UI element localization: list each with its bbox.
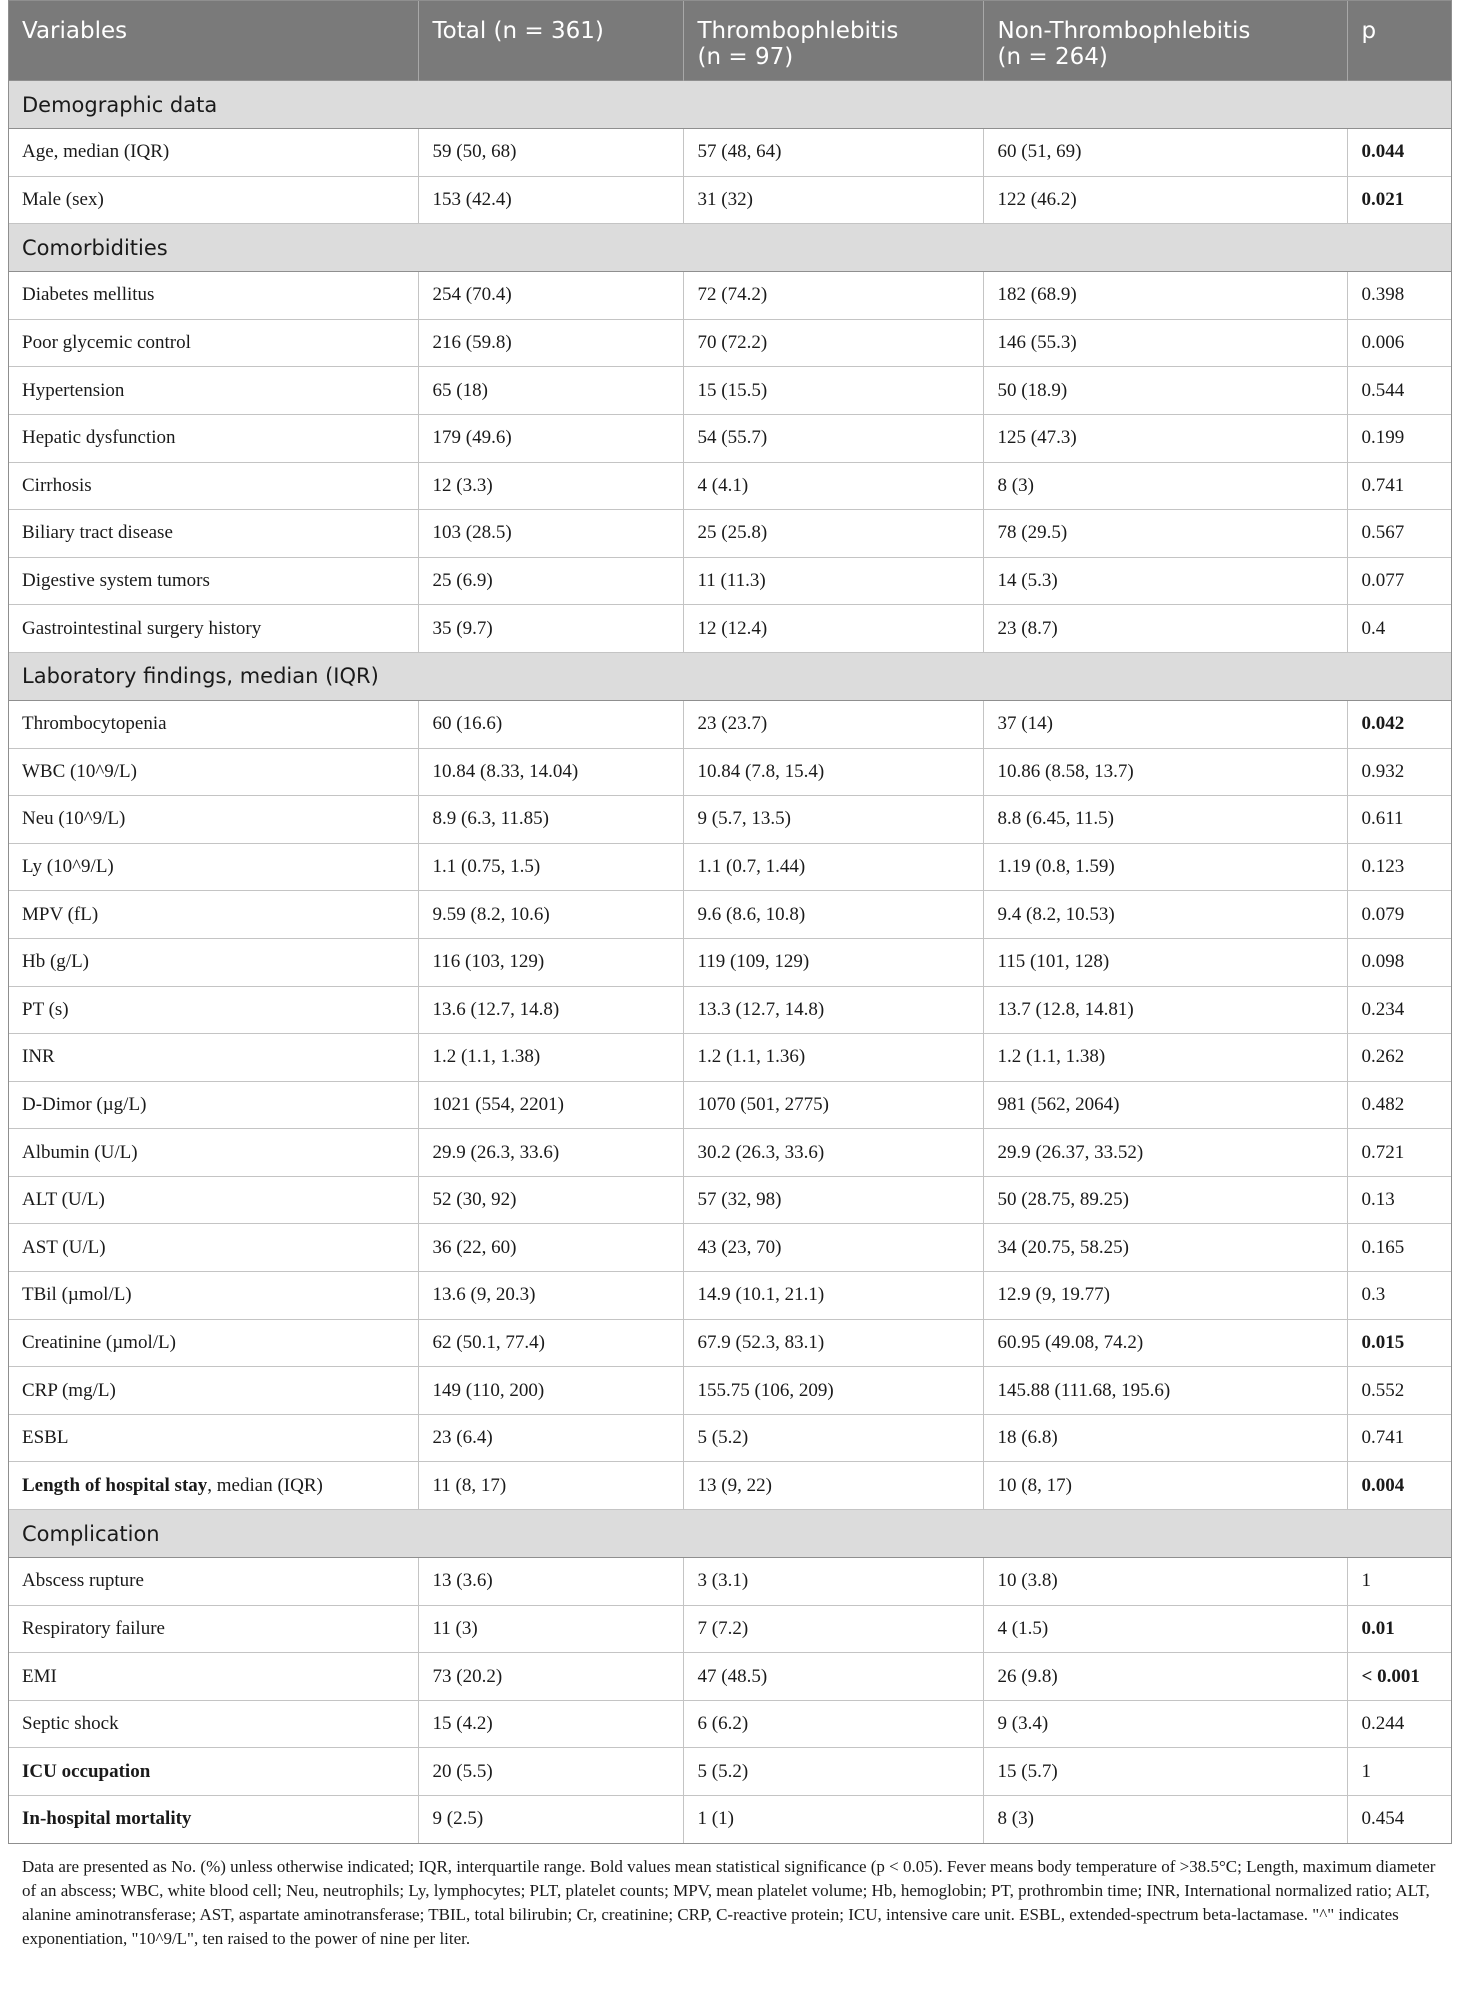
cell-thrombophlebitis: 10.84 (7.8, 15.4) (683, 748, 983, 796)
table-footnote: Data are presented as No. (%) unless otherwise indicated; IQR, interquartile range. Bold values mean statistical significance (p < 0.05). Fever means body temperature of >38.5°C; Length, maximum diameter of an abscess; WBC, white blood cell; Neu, neutrophils; Ly, lymphocytes; PLT, platelet counts; MPV, mean platelet volume; Hb, hemoglobin; PT, prothrombin time; INR, International normalized ratio; ALT, alanine aminotransferase; AST, aspartate aminotransferase; TBIL, total bilirubin; Cr, creatinine; CRP, C-reactive protein; ICU, intensive care unit. ESBL, extended-spectrum beta-lactamase. "^" indicates exponentiation, "10^9/L", ten raised to the power of nine per liter. (22, 1856, 1436, 1948)
cell-non-thrombophlebitis: 182 (68.9) (983, 272, 1347, 320)
cell-thrombophlebitis: 72 (74.2) (683, 272, 983, 320)
cell-thrombophlebitis: 67.9 (52.3, 83.1) (683, 1319, 983, 1367)
cell-non-thrombophlebitis: 18 (6.8) (983, 1414, 1347, 1462)
cell-thrombophlebitis: 1.1 (0.7, 1.44) (683, 843, 983, 891)
cell-non-thrombophlebitis: 60.95 (49.08, 74.2) (983, 1319, 1347, 1367)
cell-p-value: 0.199 (1347, 414, 1452, 462)
table-row (8, 319, 1452, 367)
cell-variable (8, 129, 418, 177)
table-row (8, 700, 1452, 748)
variable-label: Ly (10^9/L) (22, 856, 114, 878)
variable-label: Age, median (IQR) (22, 141, 170, 163)
cell-total: 1.1 (0.75, 1.5) (418, 843, 683, 891)
cell-p-value: 0.567 (1347, 510, 1452, 558)
cell-variable (8, 986, 418, 1034)
cell-p-value: 0.044 (1347, 129, 1452, 177)
cell-total: 12 (3.3) (418, 462, 683, 510)
cell-variable (8, 891, 418, 939)
cell-p-value: 0.098 (1347, 938, 1452, 986)
cell-total: 216 (59.8) (418, 319, 683, 367)
table-row (8, 1367, 1452, 1415)
cell-variable (8, 1558, 418, 1606)
cell-variable (8, 796, 418, 844)
header-non-thrombophlebitis: Non-Thrombophlebitis (n = 264) (983, 0, 1347, 81)
cell-total: 13.6 (12.7, 14.8) (418, 986, 683, 1034)
cell-p-value: 0.482 (1347, 1081, 1452, 1129)
table-row (8, 1605, 1452, 1653)
cell-non-thrombophlebitis: 50 (28.75, 89.25) (983, 1176, 1347, 1224)
cell-total: 116 (103, 129) (418, 938, 683, 986)
variable-label: ICU occupation (22, 1760, 151, 1782)
cell-total: 65 (18) (418, 367, 683, 415)
cell-p-value: 0.544 (1347, 367, 1452, 415)
cell-non-thrombophlebitis: 10.86 (8.58, 13.7) (983, 748, 1347, 796)
header-p: p (1347, 0, 1452, 81)
variable-label: ALT (U/L) (22, 1189, 105, 1211)
cell-variable (8, 1034, 418, 1082)
cell-non-thrombophlebitis: 145.88 (111.68, 195.6) (983, 1367, 1347, 1415)
section-title: Laboratory findings, median (IQR) (8, 652, 1452, 700)
table-row (8, 557, 1452, 605)
cell-variable (8, 1129, 418, 1177)
cell-variable (8, 1224, 418, 1272)
cell-thrombophlebitis: 6 (6.2) (683, 1700, 983, 1748)
cell-total: 29.9 (26.3, 33.6) (418, 1129, 683, 1177)
cell-thrombophlebitis: 14.9 (10.1, 21.1) (683, 1272, 983, 1320)
cell-p-value: 0.004 (1347, 1462, 1452, 1510)
table-row (8, 891, 1452, 939)
cell-variable (8, 462, 418, 510)
cell-non-thrombophlebitis: 9 (3.4) (983, 1700, 1347, 1748)
cell-thrombophlebitis: 70 (72.2) (683, 319, 983, 367)
variable-label-suffix: , median (IQR) (207, 1474, 323, 1496)
section-title: Comorbidities (8, 224, 1452, 272)
cell-non-thrombophlebitis: 15 (5.7) (983, 1748, 1347, 1796)
cell-total: 10.84 (8.33, 14.04) (418, 748, 683, 796)
cell-p-value: 0.611 (1347, 796, 1452, 844)
section-header-row (8, 1510, 1452, 1558)
cell-thrombophlebitis: 1070 (501, 2775) (683, 1081, 983, 1129)
table-row (8, 1129, 1452, 1177)
cell-total: 1.2 (1.1, 1.38) (418, 1034, 683, 1082)
cell-thrombophlebitis: 9 (5.7, 13.5) (683, 796, 983, 844)
cell-total: 8.9 (6.3, 11.85) (418, 796, 683, 844)
cell-variable (8, 1653, 418, 1701)
cell-variable (8, 1319, 418, 1367)
table-row (8, 796, 1452, 844)
variable-label: Creatinine (µmol/L) (22, 1331, 176, 1353)
cell-thrombophlebitis: 1.2 (1.1, 1.36) (683, 1034, 983, 1082)
cell-variable (8, 1367, 418, 1415)
table-row (8, 1558, 1452, 1606)
cell-p-value: 1 (1347, 1748, 1452, 1796)
cell-p-value: 0.4 (1347, 605, 1452, 653)
cell-total: 149 (110, 200) (418, 1367, 683, 1415)
variable-label: CRP (mg/L) (22, 1379, 116, 1401)
cell-total: 11 (8, 17) (418, 1462, 683, 1510)
table-row (8, 1748, 1452, 1796)
cell-non-thrombophlebitis: 125 (47.3) (983, 414, 1347, 462)
cell-non-thrombophlebitis: 78 (29.5) (983, 510, 1347, 558)
cell-non-thrombophlebitis: 12.9 (9, 19.77) (983, 1272, 1347, 1320)
cell-non-thrombophlebitis: 1.2 (1.1, 1.38) (983, 1034, 1347, 1082)
header-total: Total (n = 361) (418, 0, 683, 81)
table-row (8, 605, 1452, 653)
variable-label: MPV (fL) (22, 903, 99, 925)
cell-total: 13.6 (9, 20.3) (418, 1272, 683, 1320)
cell-p-value: 0.006 (1347, 319, 1452, 367)
cell-p-value: 0.552 (1347, 1367, 1452, 1415)
section-header-row (8, 652, 1452, 700)
cell-non-thrombophlebitis: 981 (562, 2064) (983, 1081, 1347, 1129)
cell-non-thrombophlebitis: 37 (14) (983, 700, 1347, 748)
cell-thrombophlebitis: 57 (32, 98) (683, 1176, 983, 1224)
cell-variable (8, 1605, 418, 1653)
table-row (8, 1319, 1452, 1367)
cell-thrombophlebitis: 7 (7.2) (683, 1605, 983, 1653)
cell-variable (8, 1462, 418, 1510)
cell-non-thrombophlebitis: 23 (8.7) (983, 605, 1347, 653)
cell-non-thrombophlebitis: 8.8 (6.45, 11.5) (983, 796, 1347, 844)
variable-label: In-hospital mortality (22, 1808, 192, 1830)
cell-variable (8, 1081, 418, 1129)
cell-p-value: 0.454 (1347, 1796, 1452, 1844)
cell-total: 1021 (554, 2201) (418, 1081, 683, 1129)
section-header-row (8, 81, 1452, 129)
cell-total: 52 (30, 92) (418, 1176, 683, 1224)
cell-thrombophlebitis: 30.2 (26.3, 33.6) (683, 1129, 983, 1177)
cell-variable (8, 1176, 418, 1224)
cell-variable (8, 1414, 418, 1462)
variable-label: Hb (g/L) (22, 951, 90, 973)
cell-thrombophlebitis: 3 (3.1) (683, 1558, 983, 1606)
variable-label: Albumin (U/L) (22, 1141, 138, 1163)
cell-thrombophlebitis: 12 (12.4) (683, 605, 983, 653)
cell-variable (8, 843, 418, 891)
cell-total: 62 (50.1, 77.4) (418, 1319, 683, 1367)
cell-thrombophlebitis: 25 (25.8) (683, 510, 983, 558)
cell-total: 153 (42.4) (418, 176, 683, 224)
table-row (8, 1224, 1452, 1272)
cell-non-thrombophlebitis: 1.19 (0.8, 1.59) (983, 843, 1347, 891)
table-row (8, 272, 1452, 320)
cell-p-value: 0.932 (1347, 748, 1452, 796)
cell-thrombophlebitis: 5 (5.2) (683, 1414, 983, 1462)
cell-thrombophlebitis: 31 (32) (683, 176, 983, 224)
table-row (8, 1796, 1452, 1844)
cell-non-thrombophlebitis: 115 (101, 128) (983, 938, 1347, 986)
cell-p-value: 0.042 (1347, 700, 1452, 748)
cell-non-thrombophlebitis: 9.4 (8.2, 10.53) (983, 891, 1347, 939)
cell-total: 103 (28.5) (418, 510, 683, 558)
cell-thrombophlebitis: 13 (9, 22) (683, 1462, 983, 1510)
table-row (8, 843, 1452, 891)
table-body (8, 81, 1452, 1844)
cell-non-thrombophlebitis: 4 (1.5) (983, 1605, 1347, 1653)
cell-p-value: 0.741 (1347, 462, 1452, 510)
cell-total: 179 (49.6) (418, 414, 683, 462)
cell-thrombophlebitis: 9.6 (8.6, 10.8) (683, 891, 983, 939)
cell-p-value: 0.721 (1347, 1129, 1452, 1177)
variable-label: Male (sex) (22, 188, 104, 210)
header-variables: Variables (8, 0, 418, 81)
table-header-row (8, 0, 1452, 81)
table-row (8, 414, 1452, 462)
variable-label: Digestive system tumors (22, 570, 210, 592)
cell-total: 35 (9.7) (418, 605, 683, 653)
cell-p-value: 0.398 (1347, 272, 1452, 320)
variable-label: WBC (10^9/L) (22, 760, 137, 782)
variable-label: Poor glycemic control (22, 332, 191, 354)
variable-label: Hypertension (22, 379, 125, 401)
cell-non-thrombophlebitis: 50 (18.9) (983, 367, 1347, 415)
cell-p-value: 0.165 (1347, 1224, 1452, 1272)
cell-total: 254 (70.4) (418, 272, 683, 320)
cell-variable (8, 700, 418, 748)
variable-label: Length of hospital stay (22, 1474, 208, 1496)
table-row (8, 510, 1452, 558)
cell-non-thrombophlebitis: 60 (51, 69) (983, 129, 1347, 177)
cell-thrombophlebitis: 5 (5.2) (683, 1748, 983, 1796)
cell-p-value: 0.079 (1347, 891, 1452, 939)
table-row (8, 1414, 1452, 1462)
table-row (8, 1653, 1452, 1701)
cell-total: 11 (3) (418, 1605, 683, 1653)
cell-thrombophlebitis: 155.75 (106, 209) (683, 1367, 983, 1415)
variable-label: D-Dimor (µg/L) (22, 1093, 147, 1115)
cell-non-thrombophlebitis: 8 (3) (983, 462, 1347, 510)
cell-thrombophlebitis: 54 (55.7) (683, 414, 983, 462)
cell-total: 13 (3.6) (418, 1558, 683, 1606)
cell-p-value: < 0.001 (1347, 1653, 1452, 1701)
cell-variable (8, 557, 418, 605)
variable-label: Neu (10^9/L) (22, 808, 126, 830)
cell-non-thrombophlebitis: 34 (20.75, 58.25) (983, 1224, 1347, 1272)
table-row (8, 462, 1452, 510)
cell-p-value: 0.13 (1347, 1176, 1452, 1224)
table-row (8, 938, 1452, 986)
cell-variable (8, 1748, 418, 1796)
cell-variable (8, 414, 418, 462)
table-row (8, 986, 1452, 1034)
cell-total: 36 (22, 60) (418, 1224, 683, 1272)
cell-total: 25 (6.9) (418, 557, 683, 605)
cell-p-value: 0.234 (1347, 986, 1452, 1034)
cell-variable (8, 938, 418, 986)
data-table (8, 0, 1452, 1844)
header-thrombophlebitis: Thrombophlebitis (n = 97) (683, 0, 983, 81)
cell-total: 73 (20.2) (418, 1653, 683, 1701)
variable-label: Gastrointestinal surgery history (22, 617, 262, 639)
table-row (8, 748, 1452, 796)
cell-thrombophlebitis: 13.3 (12.7, 14.8) (683, 986, 983, 1034)
section-title: Complication (8, 1510, 1452, 1558)
cell-p-value: 0.021 (1347, 176, 1452, 224)
cell-non-thrombophlebitis: 13.7 (12.8, 14.81) (983, 986, 1347, 1034)
table-row (8, 1462, 1452, 1510)
table-row (8, 176, 1452, 224)
variable-label: PT (s) (22, 998, 69, 1020)
cell-thrombophlebitis: 4 (4.1) (683, 462, 983, 510)
cell-p-value: 0.3 (1347, 1272, 1452, 1320)
cell-thrombophlebitis: 1 (1) (683, 1796, 983, 1844)
variable-label: Biliary tract disease (22, 522, 173, 544)
cell-p-value: 1 (1347, 1558, 1452, 1606)
cell-total: 9.59 (8.2, 10.6) (418, 891, 683, 939)
table-row (8, 129, 1452, 177)
variable-label: EMI (22, 1665, 57, 1687)
cell-variable (8, 510, 418, 558)
document (8, 0, 1452, 1951)
cell-total: 60 (16.6) (418, 700, 683, 748)
cell-thrombophlebitis: 23 (23.7) (683, 700, 983, 748)
cell-variable (8, 1796, 418, 1844)
cell-total: 15 (4.2) (418, 1700, 683, 1748)
cell-thrombophlebitis: 43 (23, 70) (683, 1224, 983, 1272)
section-header-row (8, 224, 1452, 272)
variable-label: Hepatic dysfunction (22, 427, 176, 449)
cell-thrombophlebitis: 119 (109, 129) (683, 938, 983, 986)
cell-total: 20 (5.5) (418, 1748, 683, 1796)
cell-non-thrombophlebitis: 10 (3.8) (983, 1558, 1347, 1606)
cell-variable (8, 748, 418, 796)
cell-thrombophlebitis: 15 (15.5) (683, 367, 983, 415)
table-row (8, 367, 1452, 415)
cell-p-value: 0.244 (1347, 1700, 1452, 1748)
cell-non-thrombophlebitis: 122 (46.2) (983, 176, 1347, 224)
variable-label: AST (U/L) (22, 1236, 106, 1258)
cell-non-thrombophlebitis: 14 (5.3) (983, 557, 1347, 605)
cell-p-value: 0.077 (1347, 557, 1452, 605)
variable-label: Respiratory failure (22, 1617, 165, 1639)
cell-non-thrombophlebitis: 8 (3) (983, 1796, 1347, 1844)
variable-label: Thrombocytopenia (22, 713, 167, 735)
table-row (8, 1081, 1452, 1129)
cell-variable (8, 319, 418, 367)
variable-label: Diabetes mellitus (22, 284, 155, 306)
cell-non-thrombophlebitis: 146 (55.3) (983, 319, 1347, 367)
cell-variable (8, 367, 418, 415)
cell-p-value: 0.01 (1347, 1605, 1452, 1653)
section-title: Demographic data (8, 81, 1452, 129)
cell-total: 59 (50, 68) (418, 129, 683, 177)
cell-non-thrombophlebitis: 29.9 (26.37, 33.52) (983, 1129, 1347, 1177)
cell-variable (8, 605, 418, 653)
cell-variable (8, 1272, 418, 1320)
table-row (8, 1176, 1452, 1224)
cell-non-thrombophlebitis: 10 (8, 17) (983, 1462, 1347, 1510)
cell-thrombophlebitis: 47 (48.5) (683, 1653, 983, 1701)
cell-total: 9 (2.5) (418, 1796, 683, 1844)
cell-thrombophlebitis: 57 (48, 64) (683, 129, 983, 177)
cell-variable (8, 176, 418, 224)
cell-p-value: 0.123 (1347, 843, 1452, 891)
table-row (8, 1700, 1452, 1748)
variable-label: INR (22, 1046, 55, 1068)
table-row (8, 1034, 1452, 1082)
variable-label: TBil (µmol/L) (22, 1284, 132, 1306)
cell-thrombophlebitis: 11 (11.3) (683, 557, 983, 605)
table-row (8, 1272, 1452, 1320)
cell-variable (8, 1700, 418, 1748)
cell-non-thrombophlebitis: 26 (9.8) (983, 1653, 1347, 1701)
variable-label: Septic shock (22, 1713, 119, 1735)
cell-total: 23 (6.4) (418, 1414, 683, 1462)
cell-p-value: 0.741 (1347, 1414, 1452, 1462)
cell-variable (8, 272, 418, 320)
variable-label: Cirrhosis (22, 474, 92, 496)
cell-p-value: 0.262 (1347, 1034, 1452, 1082)
cell-p-value: 0.015 (1347, 1319, 1452, 1367)
variable-label: Abscess rupture (22, 1570, 144, 1592)
variable-label: ESBL (22, 1427, 69, 1449)
